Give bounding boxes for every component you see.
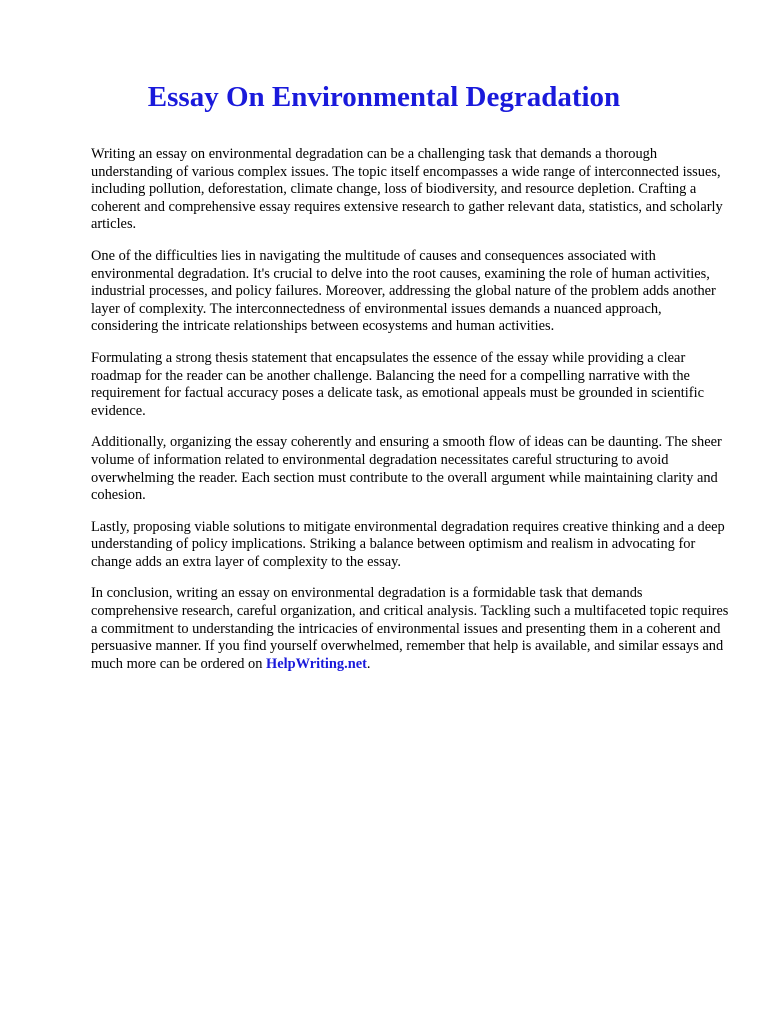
essay-body bbox=[91, 146, 731, 687]
paragraph-thesis: Formulating a strong thesis statement that encapsulates the essence of the essay while providing a clear roadmap for the reader can be another challenge. Balancing the need for a compelling narrative with the requirement for factual accuracy poses a delicate task, as emotional appeals must be grounded in scientific evidence. bbox=[91, 349, 704, 419]
paragraph-organization: Additionally, organizing the essay coherently and ensuring a smooth flow of ideas can be daunting. The sheer volume of information related to environmental degradation necessitates careful structuring to avoid overwhelming the reader. Each section must contribute to the overall argument while maintaining clarity and cohesion. bbox=[91, 434, 722, 504]
paragraph-conclusion bbox=[91, 585, 731, 673]
conclusion-trailing: . bbox=[366, 655, 371, 672]
paragraph-solutions: Lastly, proposing viable solutions to mitigate environmental degradation requires creative thinking and a deep understanding of policy implications. Striking a balance between optimism and realism in advocating for change adds an extra layer of complexity to the essay. bbox=[91, 518, 725, 570]
paragraph-difficulties: One of the difficulties lies in navigating the multitude of causes and consequences associated with environmental degradation. It's crucial to delve into the root causes, examining the role of human activities, industrial processes, and policy failures. Moreover, addressing the global nature of the problem adds another layer of complexity. The interconnectedness of environmental issues demands a nuanced approach, considering the intricate relationships between ecosystems and human activities. bbox=[91, 247, 716, 335]
conclusion-text: In conclusion, writing an essay on environmental degradation is a formidable task that demands comprehensive research, careful organization, and critical analysis. Tackling such a multifaceted topic requires a commitment to understanding the intricacies of environmental issues and presenting them in a coherent and persuasive manner. If you find yourself overwhelmed, remember that help is available, and similar essays and much more can be ordered on bbox=[91, 585, 729, 672]
page-title: Essay On Environmental Degradation bbox=[147, 81, 621, 113]
helpwriting-link[interactable]: HelpWriting.net bbox=[266, 655, 367, 672]
paragraph-intro: Writing an essay on environmental degradation can be a challenging task that demands a thorough understanding of various complex issues. The topic itself encompasses a wide range of interconnected issues, including pollution, deforestation, climate change, loss of biodiversity, and resource depletion. Crafting a coherent and comprehensive essay requires extensive research to gather relevant data, statistics, and scholarly articles. bbox=[91, 146, 723, 233]
